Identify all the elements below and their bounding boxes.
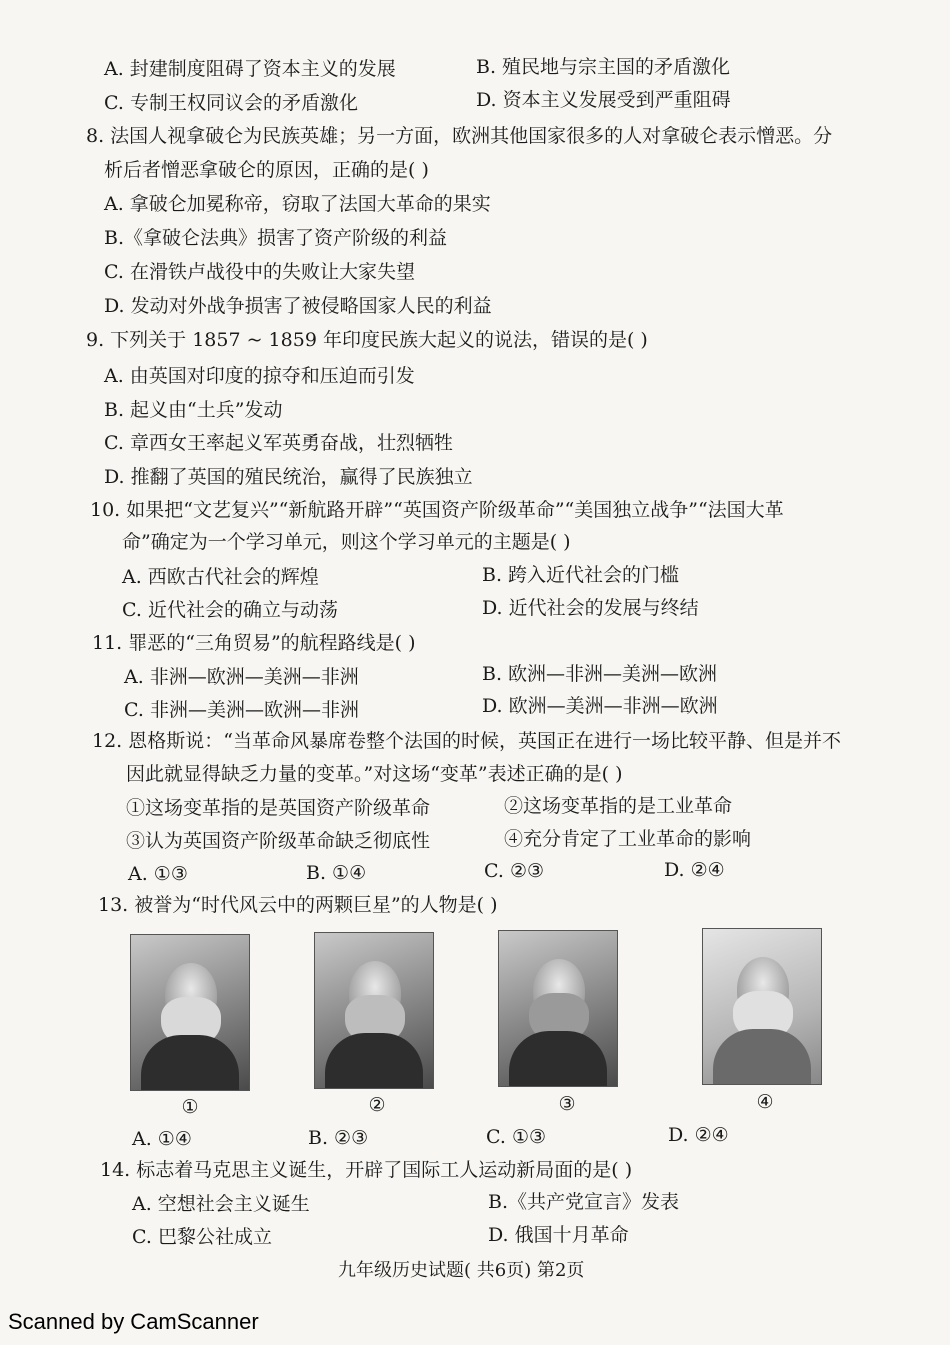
q8-option-a: A. 拿破仑加冕称帝，窃取了法国大革命的果实 <box>104 193 491 215</box>
portrait-4-image <box>702 928 822 1085</box>
q11-option-d: D. 欧洲—美洲—非洲—欧洲 <box>482 695 718 717</box>
q11-option-a: A. 非洲—欧洲—美洲—非洲 <box>124 666 359 688</box>
q11-option-b: B. 欧洲—非洲—美洲—欧洲 <box>482 663 718 685</box>
q10-option-a: A. 西欧古代社会的辉煌 <box>122 566 319 588</box>
portrait-2-image <box>314 932 434 1089</box>
q12-option-c: C. ②③ <box>484 860 545 882</box>
q12-stem-line1: 12. 恩格斯说：“当革命风暴席卷整个法国的时候，英国正在进行一场比较平静、但是并不 <box>92 730 841 752</box>
q10-option-d: D. 近代社会的发展与终结 <box>482 597 699 619</box>
q10-option-c: C. 近代社会的确立与动荡 <box>122 599 338 621</box>
q13-option-a: A. ①④ <box>132 1128 192 1150</box>
q7-option-c: C. 专制王权同议会的矛盾激化 <box>104 92 358 114</box>
q10-stem-line1: 10. 如果把“文艺复兴”“新航路开辟”“英国资产阶级革命”“美国独立战争”“法国大革 <box>90 499 784 521</box>
q14-option-d: D. 俄国十月革命 <box>488 1224 629 1246</box>
q12-option-a: A. ①③ <box>128 863 188 885</box>
q12-statement-4: ④充分肯定了工业革命的影响 <box>504 828 752 850</box>
portrait-2-label: ② <box>368 1094 386 1116</box>
q14-option-b: B.《共产党宣言》发表 <box>488 1191 680 1213</box>
q7-option-a: A. 封建制度阻碍了资本主义的发展 <box>104 58 396 80</box>
q8-option-d: D. 发动对外战争损害了被侵略国家人民的利益 <box>104 295 492 317</box>
q13-option-d: D. ②④ <box>668 1124 729 1146</box>
scanner-watermark: Scanned by CamScanner <box>8 1309 259 1334</box>
q8-stem-line2: 析后者憎恶拿破仑的原因，正确的是( ) <box>104 159 429 181</box>
q8-option-b: B.《拿破仑法典》损害了资产阶级的利益 <box>104 227 448 249</box>
q10-option-b: B. 跨入近代社会的门槛 <box>482 564 680 586</box>
q12-statement-1: ①这场变革指的是英国资产阶级革命 <box>126 797 431 819</box>
q14-option-c: C. 巴黎公社成立 <box>132 1226 272 1248</box>
q13-option-c: C. ①③ <box>486 1126 547 1148</box>
q12-option-b: B. ①④ <box>306 862 367 884</box>
portrait-1-label: ① <box>181 1096 199 1118</box>
page-footer: 九年级历史试题( 共6页) 第2页 <box>338 1260 585 1281</box>
portrait-1-image <box>130 934 250 1091</box>
q9-option-d: D. 推翻了英国的殖民统治，赢得了民族独立 <box>104 466 473 488</box>
q12-statement-2: ②这场变革指的是工业革命 <box>504 795 733 817</box>
portrait-3-image <box>498 930 618 1087</box>
portrait-4-label: ④ <box>756 1091 774 1113</box>
q14-option-a: A. 空想社会主义诞生 <box>132 1193 310 1215</box>
q11-option-c: C. 非洲—美洲—欧洲—非洲 <box>124 699 359 721</box>
q8-option-c: C. 在滑铁卢战役中的失败让大家失望 <box>104 261 415 283</box>
q9-stem: 9. 下列关于 1857 ~ 1859 年印度民族大起义的说法，错误的是( ) <box>86 329 648 351</box>
q12-option-d: D. ②④ <box>664 859 725 881</box>
q13-stem: 13. 被誉为“时代风云中的两颗巨星”的人物是( ) <box>98 894 498 916</box>
q12-statement-3: ③认为英国资产阶级革命缺乏彻底性 <box>126 830 431 852</box>
q7-option-d: D. 资本主义发展受到严重阻碍 <box>476 89 731 111</box>
q8-stem-line1: 8. 法国人视拿破仑为民族英雄；另一方面，欧洲其他国家很多的人对拿破仑表示憎恶。分 <box>86 125 833 147</box>
portrait-3-label: ③ <box>558 1093 576 1115</box>
q12-stem-line2: 因此就显得缺乏力量的变革。”对这场“变革”表述正确的是( ) <box>126 763 623 785</box>
q9-option-b: B. 起义由“土兵”发动 <box>104 399 283 421</box>
q13-option-b: B. ②③ <box>308 1127 369 1149</box>
q9-option-a: A. 由英国对印度的掠夺和压迫而引发 <box>104 365 415 387</box>
q10-stem-line2: 命”确定为一个学习单元，则这个学习单元的主题是( ) <box>122 531 571 553</box>
q14-stem: 14. 标志着马克思主义诞生，开辟了国际工人运动新局面的是( ) <box>100 1159 633 1181</box>
q11-stem: 11. 罪恶的“三角贸易”的航程路线是( ) <box>92 632 416 654</box>
q9-option-c: C. 章西女王率起义军英勇奋战，壮烈牺牲 <box>104 432 453 454</box>
q7-option-b: B. 殖民地与宗主国的矛盾激化 <box>476 56 731 78</box>
